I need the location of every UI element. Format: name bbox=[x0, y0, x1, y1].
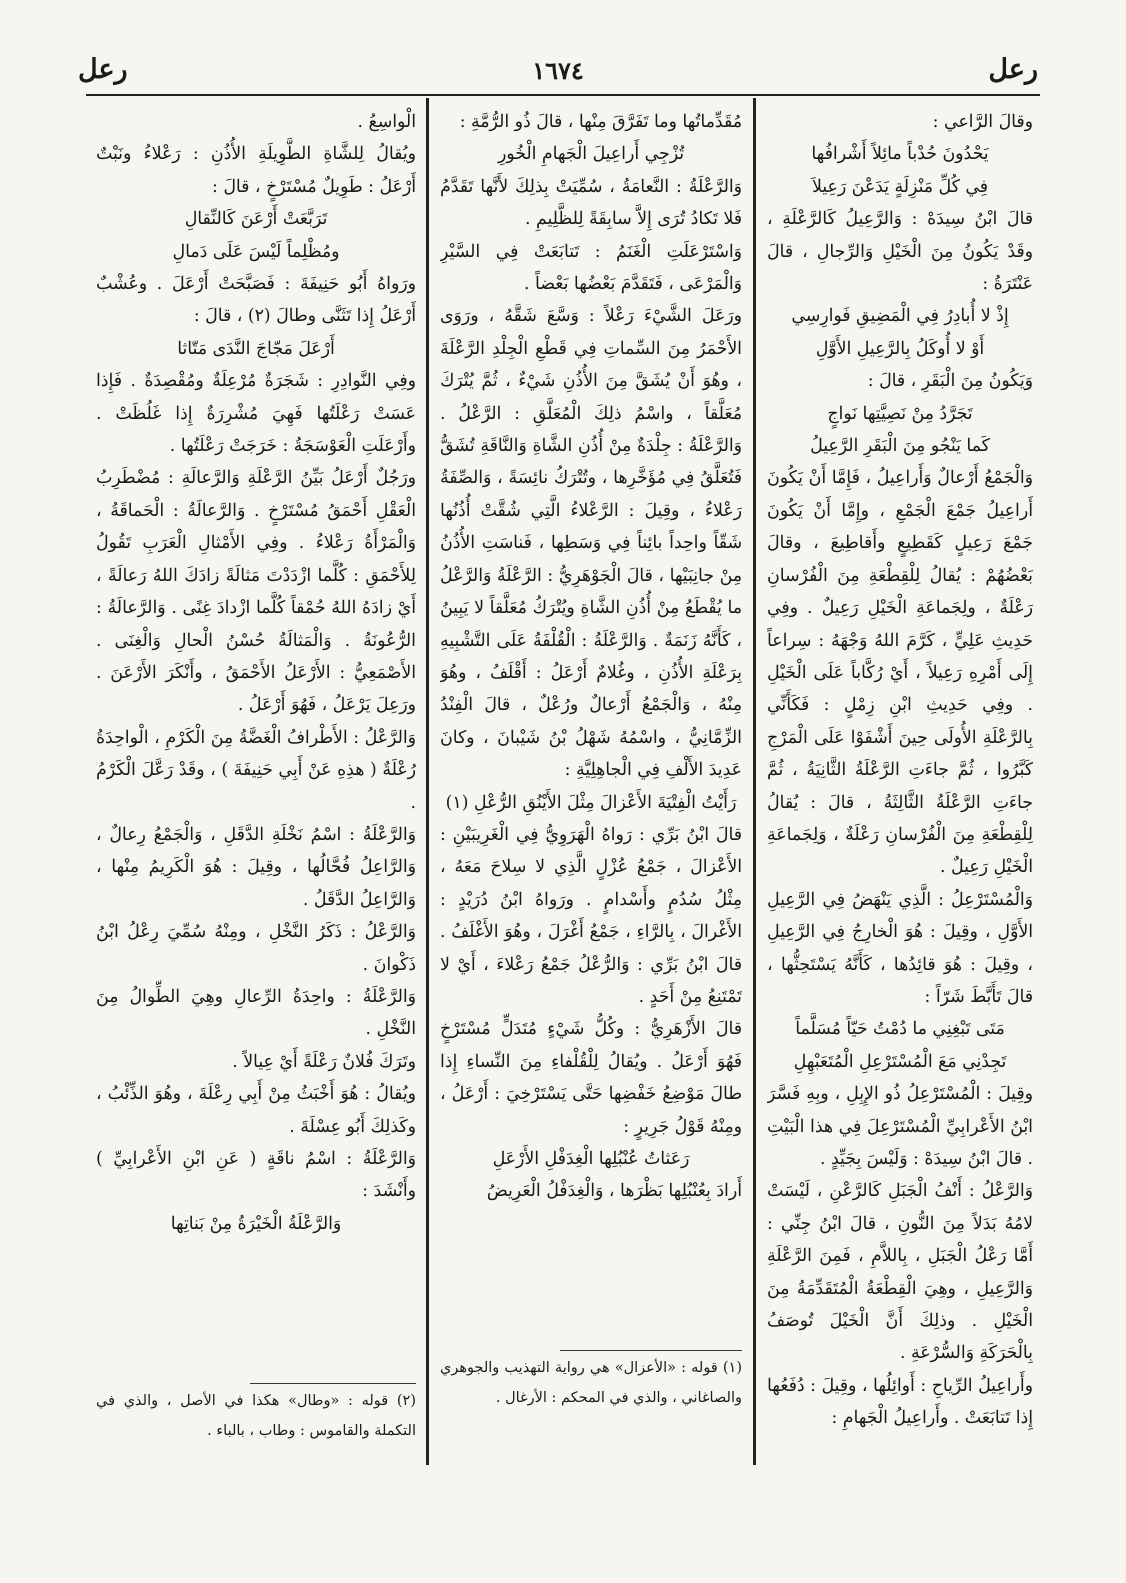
column-separator-right bbox=[753, 98, 756, 1465]
paragraph: ورَجُلٌ أَرْعَلُ بَيِّنُ الرَّعْلَةِ وَالرَّعالَةِ : مُضْطَرِبُ الْعَقْلِ أَحْمَقُ مُسْتَرْخٍ . وَالرَّعالَةُ : الْحَماقَةُ ، وَالْمَرْأَةُ رَعْلاءُ . وفِي الأَمْثالِ الْعَرَبِ تَقُولُ لِلأَحْمَقِ : كُلَّما ازْدَدْتَ مَثالَةً زادَكَ اللهُ رَعالَةً ، أَيْ زادَهُ اللهُ حُمْقاً كُلَّما ازْدادَ غِنًى . وَالرَّعالَةُ : الرُّعُونَةُ . وَالْمَثالَةُ حُسْنُ الْحالِ وَالْغِنَى . الأَصْمَعِيُّ : الأَرْعَلُ الأَحْمَقُ ، وأَنْكَرَ الأَرْعَنَ . ورَعِلَ يَرْعَلُ ، فَهُوَ أَرْعَلُ . bbox=[96, 468, 416, 716]
verse-line: يَحْدُونَ حُدْباً مائِلاً أَشْرافُها bbox=[811, 144, 989, 165]
column-separator-left bbox=[426, 98, 429, 1465]
paragraph: وقِيلَ : الْمُسْتَرْعِلُ ذُو الإِبِلِ ، وبِهِ فَسَّرَ ابْنُ الأَعْرابِيِّ الْمُسْتَرْعِلَ فِي هذا الْبَيْتِ . قالَ ابْنُ سِيدَهْ : وَلَيْسَ بِجَيِّدٍ . bbox=[767, 1084, 1033, 1169]
verse-line: فِي كُلِّ مَنْزِلَةٍ يَدَعْنَ رَعِيلاَ bbox=[811, 176, 989, 197]
paragraph: أَرادَ بِعُنْبُلِها بَظْرَها ، وَالْغِدَفْلُ الْعَرِيضُ bbox=[486, 1181, 742, 1202]
text-column-left bbox=[96, 106, 416, 1478]
paragraph: وَالرَّعْلُ : الأَطْرافُ الْغَضَّةُ مِنَ الْكَرْمِ ، الْواحِدَةُ رُعْلَةٌ ( هذِهِ عَنْ أَبِي حَنِيفَةَ ) ، وقَدْ رَعَّلَ الْكَرْمُ . bbox=[96, 727, 416, 813]
paragraph: ويُقالُ لِلشَّاةِ الطَّوِيلَةِ الأُذُنِ : رَعْلاءُ ونَبْتٌ أَرْعَلُ : طَوِيلٌ مُسْتَرْخٍ ، قالَ : bbox=[96, 144, 416, 197]
paragraph: قالَ ابْنُ بَرِّي : رَواهُ الْهَرَوِيُّ فِي الْغَرِيبَيْنِ : الأَعْزالَ ، جَمْعُ عُزْلٍ الَّذِي لا سِلاحَ مَعَهُ ، مِثْلُ سُدُمٍ وأَسْدامٍ . ورَواهُ ابْنُ دُرَيْدٍ : الأَغْرالَ ، بِالرَّاءِ ، جَمْعُ أَغْرَلَ ، وهُوَ الأَغْلَفُ . قالَ ابْنُ بَرِّي : وَالرُّعْلُ جَمْعُ رَعْلاءَ ، أَيْ لا تَمْتَنِعُ مِنْ أَحَدٍ . bbox=[440, 824, 742, 1007]
verse-line: كَما يَنْجُو مِنَ الْبَقَرِ الرَّعِيلُ bbox=[810, 436, 990, 457]
paragraph: وَاسْتَرْعَلَتِ الْغَنَمُ : تَتابَعَتْ فِي السَّيْرِ وَالْمَرْعَى ، فَتَقَدَّمَ بَعْضُها بَعْضاً . bbox=[440, 241, 742, 295]
verse-line: وَالرَّعْلَةُ الْخَيْرَةُ مِنْ بَناتِها bbox=[170, 1213, 342, 1234]
paragraph: وَالرَّعْلَةُ : اسْمُ ناقَةٍ ( عَنِ ابْنِ الأَعْرابِيِّ ) وأَنْشَدَ : bbox=[96, 1149, 416, 1202]
page-number: ١٦٧٤ bbox=[532, 56, 584, 85]
verse-line: تُزْجِي أَراعِيلَ الْجَهامِ الْخُورِ bbox=[497, 144, 685, 165]
paragraph: وقالَ الرَّاعي : bbox=[932, 112, 1033, 132]
paragraph: وأَراعِيلُ الرِّياحِ : أَوائِلُها ، وقِيلَ : دُفَعُها إِذا تَتابَعَتْ . وأَراعِيلُ الْجَهامِ : bbox=[767, 1375, 1033, 1429]
paragraph: وَالرَّعْلَةُ : اسْمُ نَخْلَةِ الدَّقَلِ ، وَالْجَمْعُ رِعالٌ ، وَالرَّاعِلُ فُحَّالُها ، وقِيلَ : هُوَ الْكَرِيمُ مِنْها ، وَالرَّاعِلُ الدَّقَلُ . bbox=[96, 824, 416, 910]
verse-line: رَأَيْتُ الْفِتْيَةَ الأَعْزالَ مِثْلَ الأَيْنُقِ الرُّعْلِ (١) bbox=[445, 792, 737, 813]
text-column-middle bbox=[440, 106, 742, 1478]
paragraph: الْواسِعُ . bbox=[357, 112, 416, 132]
footnote-middle: (١) قوله : «الأعزال» هي رواية التهذيب والجوهري والصاغاني ، والذي في المحكم : الأرغال . bbox=[440, 1360, 742, 1406]
header-entry-word-right: رعل bbox=[988, 54, 1038, 85]
paragraph: وتَرَكَ فُلانٌ رَعْلَةً أَيْ عِيالاً . bbox=[232, 1051, 416, 1072]
paragraph: وَالْمُسْتَرْعِلُ : الَّذِي يَنْهَضُ فِي الرَّعِيلِ الأَوَّلِ ، وقِيلَ : هُوَ الْخارِجُ فِي الرَّعِيلِ ، وقِيلَ : هُوَ قائِدُها ، كَأَنَّهُ يَسْتَحِثُّها ، قالَ تَأَبَّطَ شَرّاً : bbox=[767, 889, 1033, 1007]
paragraph: وَالرَّعْلَةُ : واحِدَةُ الرِّعالِ وهِيَ الطِّوالُ مِنَ النَّخْلِ . bbox=[96, 986, 416, 1040]
paragraph: ويُقالُ : هُوَ أَخْبَثُ مِنْ أَبِي رِعْلَةَ ، وهُوَ الذِّئْبُ ، وكَذلِكَ أَبُو عِسْلَةَ . bbox=[96, 1084, 416, 1137]
verse-line: إِذْ لا أُبادِرُ فِي الْمَضِيقِ فَوارِسِي bbox=[791, 306, 1009, 327]
paragraph: ورَواهُ أَبُو حَنِيفَةَ : فَصَبَّحَتْ أَرْعَلَ . وعُشْبٌ أَرْعَلُ إِذا تَثَنَّى وطالَ (٢) ، قالَ : bbox=[96, 274, 416, 327]
verse-line: تَرَبَّعَتْ أَرْعَنَ كَالنِّقالِ bbox=[184, 209, 328, 230]
paragraph: مُقَدِّماتُها وما تَفَرَّقَ مِنْها ، قالَ ذُو الرُّمَّةِ : bbox=[459, 112, 742, 132]
footnote-left: (٢) قوله : «وطال» هكذا في الأصل ، والذي في التكملة والقاموس : وطاب ، بالباء . bbox=[96, 1393, 416, 1439]
footnote-rule-middle bbox=[560, 1350, 742, 1351]
paragraph: وَالرَّعْلَةُ : النَّعامَةُ ، سُمِّيَتْ بِذلِكَ لأَنَّها تَقَدَّمُ فَلا تَكادُ تُرَى إِلاَّ سابِقَةً لِلظَّلِيمِ . bbox=[440, 176, 742, 230]
paragraph: قالَ ابْنُ سِيدَهْ : وَالرَّعِيلُ كَالرَّعْلَةِ ، وقَدْ يَكُونُ مِنَ الْخَيْلِ وَالرِّجالِ ، قالَ عَنْتَرَةُ : bbox=[767, 209, 1033, 295]
verse-line: ومُظْلِماً لَيْسَ عَلَى دَمالِ bbox=[172, 241, 340, 262]
verse-line: تَجَرَّدُ مِنْ نَصِيَّتِها نَواجٍ bbox=[827, 403, 973, 424]
paragraph: وَالْجَمْعُ أَرْعالٌ وَأَراعِيلُ ، فَإِمَّا أَنْ يَكُونَ أَراعِيلُ جَمْعَ الْجَمْعِ ، وإِمَّا أَنْ يَكُونَ جَمْعَ رَعِيلٍ كَقَطِيعٍ وأَقاطِيعَ ، وقالَ بَعْضُهُمْ : يُقالُ لِلْقِطْعَةِ مِنَ الْفُرْسانِ رَعْلَةٌ ، ولِجَماعَةِ الْخَيْلِ رَعِيلٌ . وفِي حَدِيثِ عَلِيٍّ ، كَرَّمَ اللهُ وَجْهَهُ : سِراعاً إِلَى أَمْرِهِ رَعِيلاً ، أَيْ رُكَّاباً عَلَى الْخَيْلِ . وفِي حَدِيثِ ابْنِ زِمْلٍ : فَكَأَنِّي بِالرَّعْلَةِ الأُولَى حِينَ أَشْفَوْا عَلَى الْمَرْجِ كَبَّرُوا ، ثُمَّ جاءَتِ الرَّعْلَةُ الثَّانِيَةُ ، ثُمَّ جاءَتِ الرَّعْلَةُ الثَّالِثَةُ ، قالَ : يُقالُ لِلْقِطْعَةِ مِنَ الْفُرْسانِ رَعْلَةٌ ، وَلِجَماعَةِ الْخَيْلِ رَعِيلٌ . bbox=[767, 468, 1033, 878]
verse-line: مَتَى تَبْغِنِي ما دُمْتُ حَيّاً مُسَلَّماً bbox=[795, 1019, 1005, 1040]
footnote-rule-left bbox=[250, 1383, 416, 1384]
verse-line: أَوْ لا أُوكَلُ بِالرَّعِيلِ الأَوَّلِ bbox=[815, 338, 985, 359]
verse-line: رَعَثاتُ عُنْبُلِها الْغِدَفْلِ الأَرْعَلِ bbox=[492, 1149, 690, 1169]
verse-line: تَجِدْنِي مَعَ الْمُسْتَرْعِلِ الْمُتَعَبْهِلِ bbox=[793, 1051, 1007, 1072]
paragraph: وَالرَّعْلُ : أَنْفُ الْجَبَلِ كَالرَّعْنِ ، لَيْسَتْ لامُهُ بَدَلاً مِنَ النُّونِ ، قالَ ابْنُ جِنِّي : أَمَّا رَعْلُ الْجَبَلِ ، بِاللاَّمِ ، فَمِنَ الرَّعْلَةِ وَالرَّعِيلِ ، وهِيَ الْقِطْعَةُ الْمُتَقَدِّمَةُ مِنَ الْخَيْلِ . وذلِكَ أَنَّ الْخَيْلَ تُوصَفُ بِالْحَرَكَةِ وَالسُّرْعَةِ . bbox=[767, 1181, 1033, 1364]
paragraph: قالَ الأَزْهَرِيُّ : وكُلُّ شَيْءٍ مُتَدَلٍّ مُسْتَرْخٍ فَهُوَ أَرْعَلُ . ويُقالُ لِلْقُلْفاءِ مِنَ النِّساءِ إِذا طالَ مَوْضِعُ خَفْضِها حَتَّى يَسْتَرْخِيَ : أَرْعَلُ ، ومِنْهُ قَوْلُ جَرِيرٍ : bbox=[440, 1019, 742, 1137]
page-header bbox=[78, 48, 1038, 96]
header-entry-word-left: رعل bbox=[78, 54, 128, 85]
paragraph: ورَعَلَ الشَّيْءَ رَعْلاً : وَسَّعَ شَقَّهُ ، ورَوَى الأَحْمَرُ مِنَ السِّماتِ فِي قَطْعِ الْجِلْدِ الرَّعْلَةَ ، وهُوَ أَنْ يُشَقَّ مِنَ الأُذُنِ شَيْءٌ ، ثُمَّ يُتْرَكَ مُعَلَّقاً ، واسْمُ ذلِكَ الْمُعَلَّقِ : الرَّعْلُ . وَالرَّعْلَةُ : جِلْدَةٌ مِنْ أُذُنِ الشَّاةِ وَالنَّاقَةِ تُشَقُّ فَتُعَلَّقُ فِي مُؤَخَّرِها ، وتُتْرَكُ نائِسَةً ، وَالصِّفَةُ رَعْلاءُ ، وقِيلَ : الرَّعْلاءُ الَّتِي شُقَّتْ أُذُنُها شَقّاً واحِداً بائِناً فِي وَسَطِها ، فَناسَتِ الأُذُنُ مِنْ جانِبَيْها ، قالَ الْجَوْهَرِيُّ : الرَّعْلَةُ وَالرَّعْلُ ما يُقْطَعُ مِنْ أُذُنِ الشَّاةِ ويُتْرَكُ مُعَلَّقاً لا يَبِينُ ، كَأَنَّهُ زَنَمَةٌ . وَالرَّعْلَةُ : الْقُلْفَةُ عَلَى التَّشْبِيهِ بِرَعْلَةِ الأُذُنِ ، وغُلامٌ أَرْعَلُ : أَقْلَفُ ، وهُوَ مِنْهُ ، وَالْجَمْعُ أَرْعالٌ ورُعْلٌ ، قالَ الْفِنْدُ الزِّمَّانِيُّ ، واسْمُهُ شَهْلُ بْنُ شَيْبانَ ، وكانَ عَدِيدَ الأَلْفِ فِي الْجاهِلِيَّةِ : bbox=[440, 306, 742, 781]
verse-line: أَرْعَلَ مَجّاجَ النَّدَى مَتّاثا bbox=[177, 338, 335, 359]
paragraph: وفِي النَّوادِرِ : شَجَرَةٌ مُرْعِلَةٌ ومُقْصِدَةٌ . فَإِذا عَسَتْ رَعْلَتُها فَهِيَ مُشْرِرَةٌ إِذا غَلُظَتْ . وأَرْعَلَتِ الْعَوْسَجَةُ : خَرَجَتْ رَعْلَتُها . bbox=[96, 371, 416, 457]
header-rule bbox=[86, 94, 1040, 96]
paragraph: وَالرَّعْلُ : ذَكَرُ النَّخْلِ ، ومِنْهُ سُمِّيَ رِعْلُ ابْنُ ذَكْوانَ . bbox=[96, 922, 416, 975]
text-column-right bbox=[767, 106, 1033, 1478]
paragraph: وَيَكُونُ مِنَ الْبَقَرِ ، قالَ : bbox=[867, 371, 1033, 392]
